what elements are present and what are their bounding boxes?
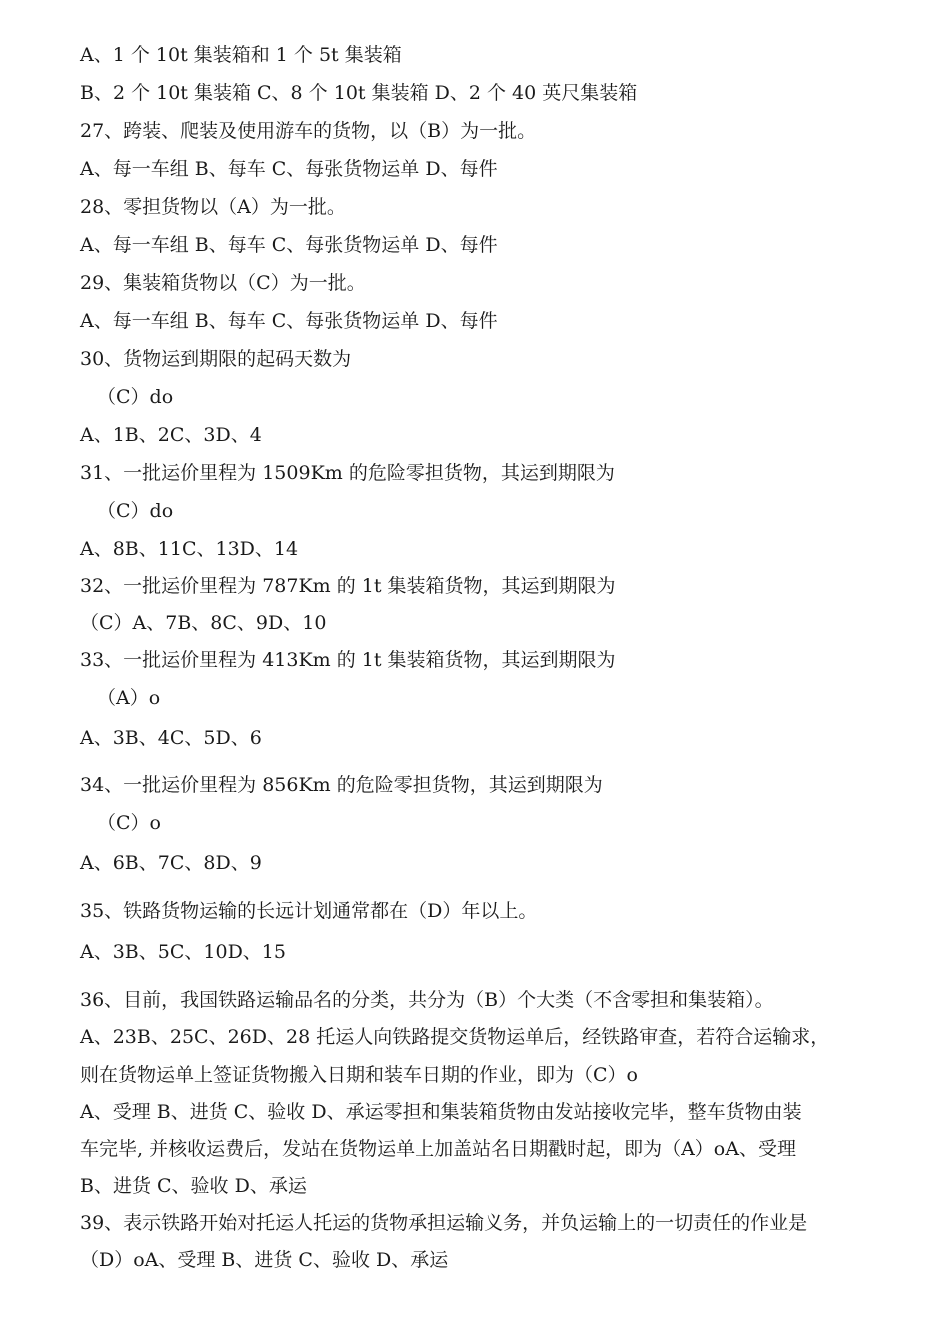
question-30: 30、货物运到期限的起码天数为 [80,348,352,370]
text-line: A、1 个 10t 集装箱和 1 个 5t 集装箱 [80,44,402,66]
question-35: 35、铁路货物运输的长远计划通常都在（D）年以上。 [80,900,538,922]
options-27: A、每一车组 B、每车 C、每张货物运单 D、每件 [80,158,498,180]
options-31: A、8B、11C、13D、14 [80,538,299,560]
options-35: A、3B、5C、10D、15 [80,941,286,963]
options-39: （D）oA、受理 B、进货 C、验收 D、承运 [80,1249,449,1271]
question-32: 32、一批运价里程为 787Km 的 1t 集装箱货物，其运到期限为 [80,575,616,597]
text-line: B、2 个 10t 集装箱 C、8 个 10t 集装箱 D、2 个 40 英尺集装箱 [80,82,638,104]
options-38: B、进货 C、验收 D、承运 [80,1175,307,1197]
question-37-cont: 则在货物运单上签证货物搬入日期和装车日期的作业，即为（C）o [80,1064,638,1086]
question-29: 29、集装箱货物以（C）为一批。 [80,272,366,294]
question-33: 33、一批运价里程为 413Km 的 1t 集装箱货物，其运到期限为 [80,649,616,671]
options-28: A、每一车组 B、每车 C、每张货物运单 D、每件 [80,234,498,256]
question-27: 27、跨装、爬装及使用游车的货物，以（B）为一批。 [80,120,537,142]
question-38-cont: 车完毕, 并核收运费后，发站在货物运单上加盖站名日期戳时起，即为（A）oA、受理 [80,1138,796,1160]
answer-34: （C）o [97,812,161,834]
options-33: A、3B、4C、5D、6 [80,727,262,749]
options-34: A、6B、7C、8D、9 [80,852,262,874]
options-29: A、每一车组 B、每车 C、每张货物运单 D、每件 [80,310,498,332]
question-28: 28、零担货物以（A）为一批。 [80,196,346,218]
question-34: 34、一批运价里程为 856Km 的危险零担货物，其运到期限为 [80,774,603,796]
answer-31: （C）do [97,500,174,522]
answer-33: （A）o [97,687,161,709]
question-31: 31、一批运价里程为 1509Km 的危险零担货物，其运到期限为 [80,462,615,484]
options-32: （C）A、7B、8C、9D、10 [80,612,327,634]
options-37: A、受理 B、进货 C、验收 D、承运零担和集装箱货物由发站接收完毕，整车货物由装 [80,1101,802,1123]
question-36: 36、目前，我国铁路运输品名的分类，共分为（B）个大类（不含零担和集装箱）。 [80,989,774,1011]
answer-30: （C）do [97,386,174,408]
question-39: 39、表示铁路开始对托运人托运的货物承担运输义务，并负运输上的一切责任的作业是 [80,1212,808,1234]
options-36: A、23B、25C、26D、28 托运人向铁路提交货物运单后，经铁路审查，若符合运输求， [80,1026,830,1048]
options-30: A、1B、2C、3D、4 [80,424,262,446]
